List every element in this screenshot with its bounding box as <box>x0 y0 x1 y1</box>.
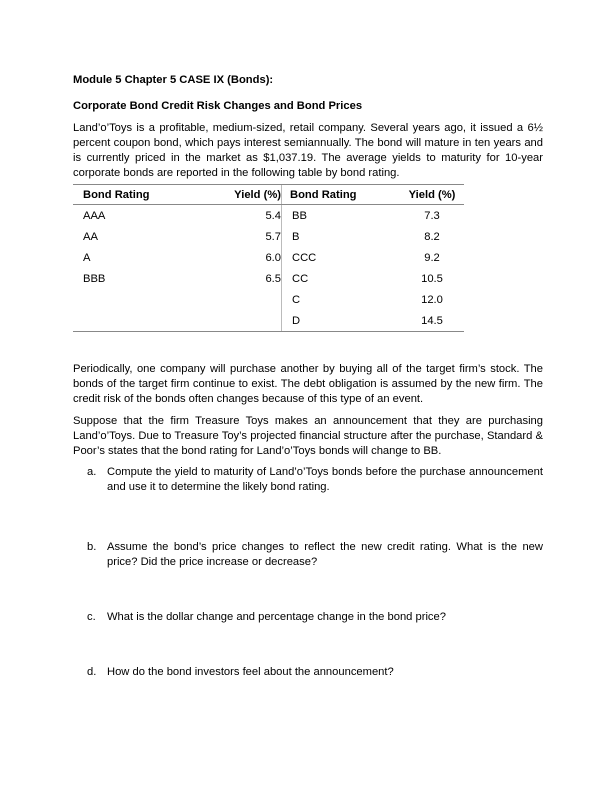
yield-cell: 14.5 <box>400 310 464 332</box>
yield-cell: 6.0 <box>265 251 281 264</box>
question-text: How do the bond investors feel about the announcement? <box>107 666 394 678</box>
question-text: Compute the yield to maturity of Land’o’Toys bonds before the purchase announcement and use it to determine the likely bond rating. <box>107 466 543 493</box>
yield-cell: 8.2 <box>424 230 440 243</box>
question-item-a <box>73 465 543 495</box>
question-label: c. <box>87 611 96 623</box>
question-text: Assume the bond’s price changes to reflect the new credit rating. What is the new price? Did the price increase or decrease? <box>107 541 543 568</box>
rating-cell <box>73 289 191 310</box>
rating-cell: CCC <box>282 247 401 268</box>
table-row <box>73 310 464 332</box>
question-label: d. <box>87 666 97 678</box>
yield-cell: 5.4 <box>265 209 281 222</box>
header-bond-rating-1: Bond Rating <box>73 185 191 205</box>
rating-cell: D <box>282 310 401 332</box>
yield-cell <box>191 289 282 310</box>
table-row <box>73 205 464 227</box>
rating-cell: BB <box>282 205 401 227</box>
yield-cell: 9.2 <box>424 251 440 264</box>
rating-cell <box>73 310 191 332</box>
rating-cell: AA <box>83 230 98 243</box>
header-bond-rating-2: Bond Rating <box>282 185 401 205</box>
module-title: Module 5 Chapter 5 CASE IX (Bonds): <box>73 74 274 86</box>
question-label: a. <box>87 466 97 478</box>
yield-cell <box>191 310 282 332</box>
acquisition-paragraph: Periodically, one company will purchase another by buying all of the target firm’s stock. The bonds of the target firm continue to exist. The debt obligation is assumed by the new firm. The credit risk of the bonds often changes because of this type of an event. <box>73 363 543 405</box>
table-row <box>73 247 464 268</box>
rating-cell: CC <box>282 268 401 289</box>
rating-cell: AAA <box>83 209 106 222</box>
question-item-d <box>73 665 543 680</box>
question-label: b. <box>87 541 97 553</box>
rating-cell: C <box>282 289 401 310</box>
document-content <box>73 73 543 680</box>
yield-cell: 10.5 <box>421 272 443 285</box>
scenario-paragraph: Suppose that the firm Treasure Toys makes an announcement that they are purchasing Land’o’Toys. Due to Treasure Toy’s projected financial structure after the purchase, Standard & Poor’s states that the bond rating for Land’o’Toys bonds will change to BB. <box>73 415 543 457</box>
question-text: What is the dollar change and percentage change in the bond price? <box>107 611 446 623</box>
question-item-c <box>73 610 543 625</box>
rating-cell: A <box>83 251 91 264</box>
yield-cell: 6.5 <box>265 272 281 285</box>
header-yield-1: Yield (%) <box>191 185 282 205</box>
table-row <box>73 226 464 247</box>
table-row <box>73 268 464 289</box>
rating-cell: BBB <box>83 272 106 285</box>
bond-yield-table <box>73 184 464 332</box>
table-row <box>73 289 464 310</box>
yield-cell: 7.3 <box>424 209 440 222</box>
header-yield-2: Yield (%) <box>400 185 464 205</box>
yield-cell: 5.7 <box>265 230 281 243</box>
intro-paragraph: Land’o’Toys is a profitable, medium-sized, retail company. Several years ago, it issued a 6½ percent coupon bond, which pays interest semiannually. The bond will mature in ten years and is currently priced in the market as $1,037.19. The average yields to maturity for 10-year corporate bonds are reported in the following table by bond rating. <box>73 122 543 179</box>
table-header-row <box>73 185 464 205</box>
yield-cell: 12.0 <box>421 293 443 306</box>
case-subtitle: Corporate Bond Credit Risk Changes and Bond Prices <box>73 100 363 112</box>
question-list <box>73 465 543 680</box>
rating-cell: B <box>282 226 401 247</box>
question-item-b <box>73 540 543 570</box>
